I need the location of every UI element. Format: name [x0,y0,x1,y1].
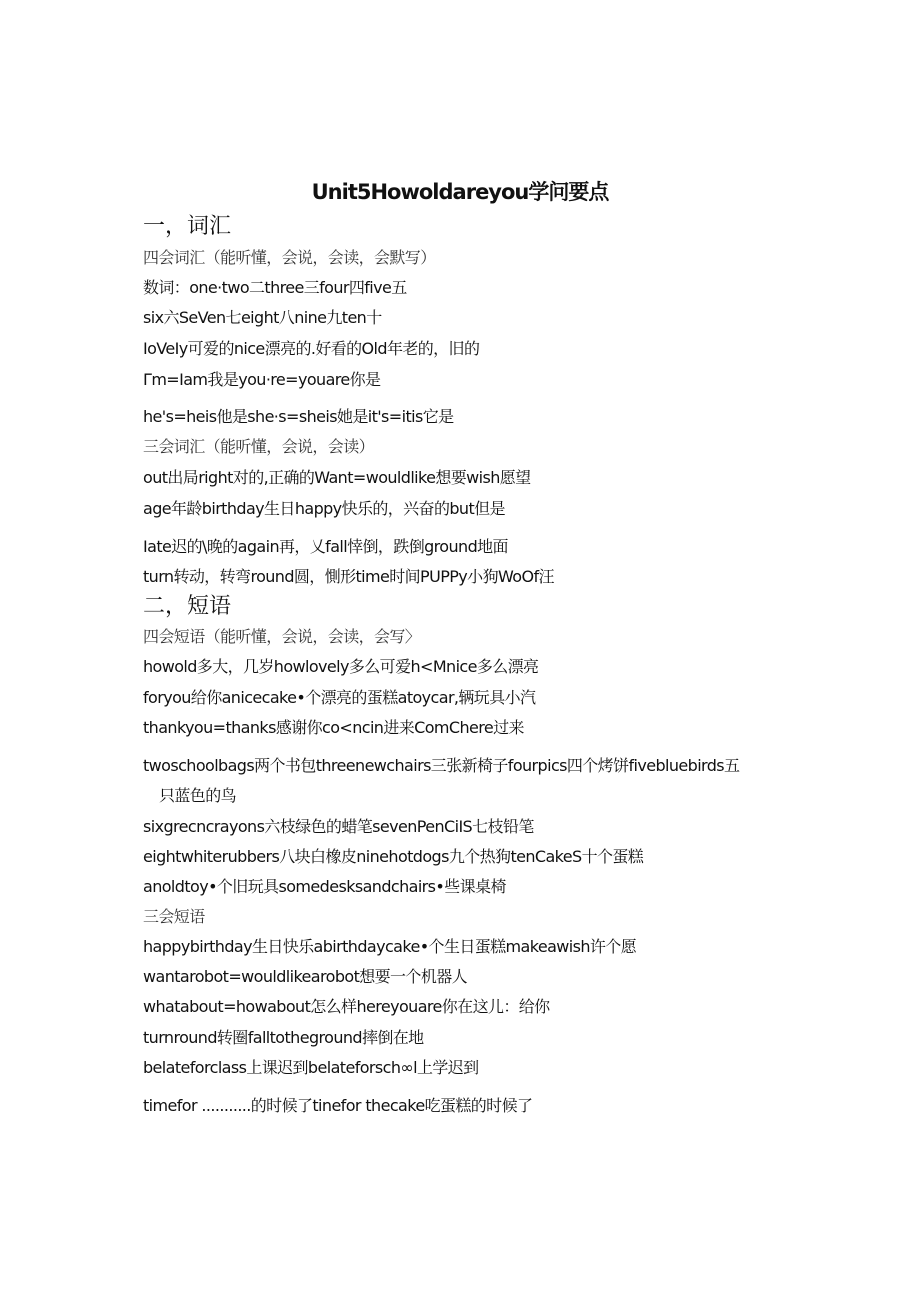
phrase-line: twoschoolbags两个书包threenewchairs三张新椅子fourpics四个烤饼fivebluebirds五 [143,756,740,775]
phrase-subheading-three-skill: 三会短语 [143,907,205,926]
vocab-subheading-four-skill: 四会词汇（能听懂，会说，会读，会默写） [143,248,436,267]
vocab-subheading-three-skill: 三会词汇（能听懂，会说，会读） [143,437,375,456]
vocab-line: he's=heis他是she·s=sheis她是it's=itis它是 [143,407,454,426]
phrase-line: happybirthday生日快乐abirthdaycake•个生日蛋糕makeawish许个愿 [143,937,637,956]
vocab-line: out出局right对的,正确的Want=wouldlike想要wish愿望 [143,468,531,487]
phrase-line: timefor ...........的时候了tinefor thecake吃蛋糕的时候了 [143,1096,533,1115]
phrase-line: turnround转圈falltotheground摔倒在地 [143,1028,424,1047]
section-heading-phrases: 二，短语 [143,594,232,619]
phrase-line: eightwhiterubbers八块白橡皮ninehotdogs九个热狗tenCakeS十个蛋糕 [143,847,644,866]
phrase-subheading-four-skill: 四会短语（能听懂，会说，会读，会写〉 [143,627,421,646]
phrase-line: thankyou=thanks感谢你co<ncin进来ComChere过来 [143,718,524,737]
vocab-line: Γm=Iam我是you·re=youare你是 [143,370,381,389]
phrase-line: foryou给你anicecake•个漂亮的蛋糕atoycar,辆玩具小汽 [143,688,536,707]
vocab-line: turn转动，转弯round圆，惻形time时间PUPPy小狗WoOf汪 [143,567,554,586]
phrase-line: anoldtoy•个旧玩具somedesksandchairs•些课桌椅 [143,877,506,896]
phrase-line: wantarobot=wouldlikearobot想要一个机器人 [143,967,468,986]
phrase-line: howold多大，几岁howlovely多么可爱h<Mnice多么漂亮 [143,657,539,676]
vocab-line: six六SeVen七eight八nine九ten十 [143,308,382,327]
vocab-line: age年龄birthday生日happy快乐的，兴奋的but但是 [143,499,505,518]
section-heading-vocabulary: 一，词汇 [143,214,232,239]
page-title: Unit5Howoldareyou学问要点 [311,180,609,204]
phrase-line: belateforclass上课迟到belateforsch∞l上学迟到 [143,1058,479,1077]
vocab-line: IoVeIy可爱的nice漂亮的.好看的Old年老的，旧的 [143,339,480,358]
phrase-line: sixgrecncrayons六枝绿色的蜡笔sevenPenCiIS七枝铅笔 [143,817,534,836]
vocab-line: Iate迟的\晚的again再，乂fall悻倒，跌倒ground地面 [143,537,508,556]
phrase-line-continuation: 只蓝色的鸟 [159,786,237,805]
phrase-line: whatabout=howabout怎么样hereyouare你在这儿：给你 [143,997,550,1016]
vocab-line: 数词：one·two二three三four四five五 [143,278,407,297]
